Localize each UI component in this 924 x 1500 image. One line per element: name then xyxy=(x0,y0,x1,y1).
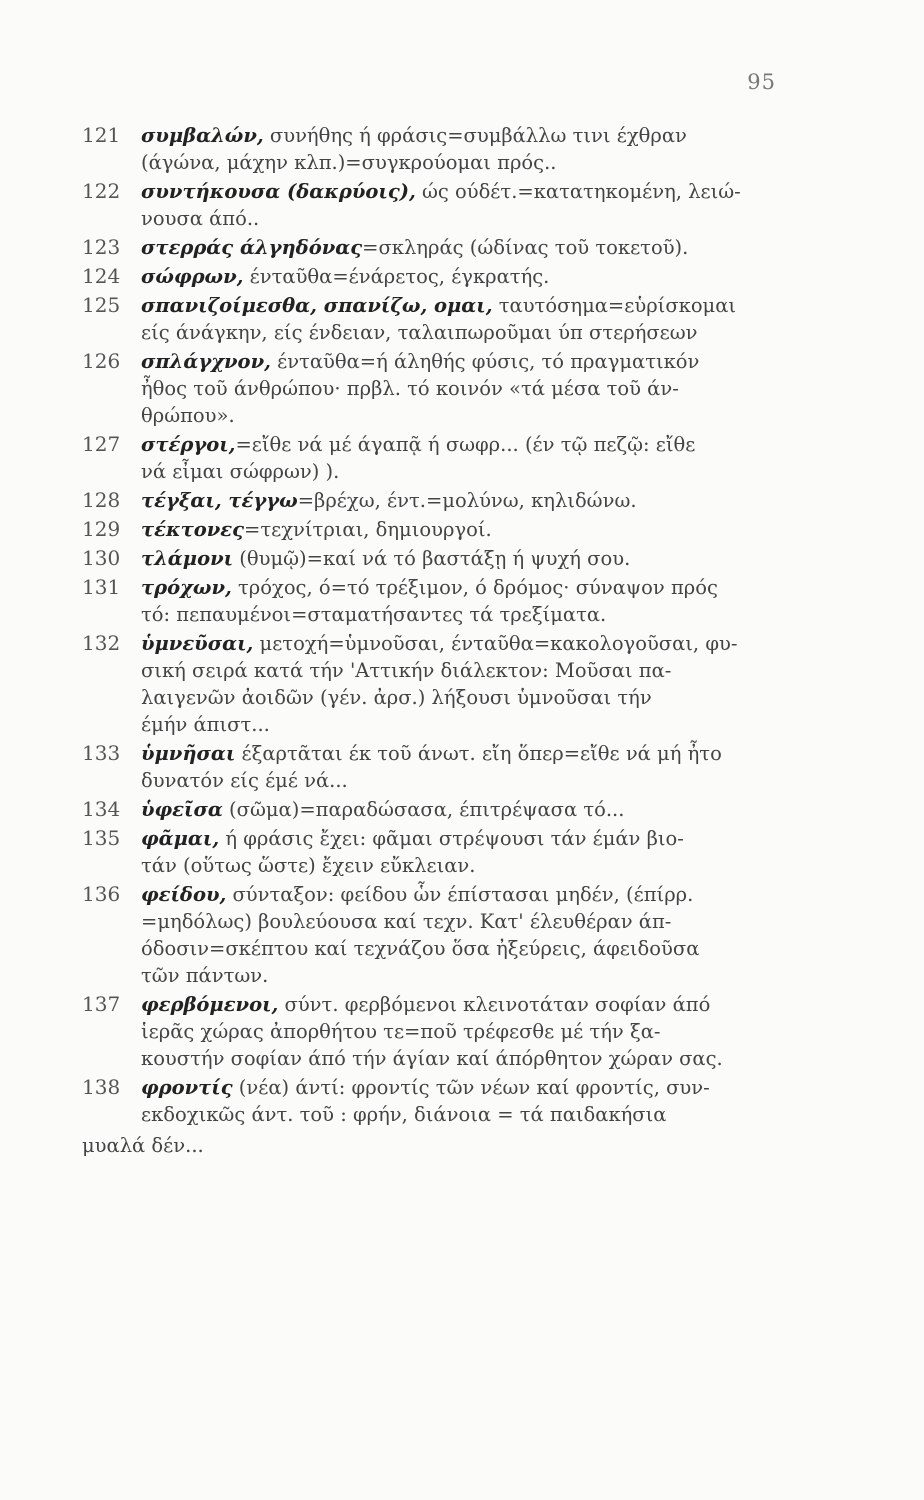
entry-number: 124 xyxy=(82,264,121,288)
glossary-entry xyxy=(82,348,802,429)
entry-continuation-line: νουσα άπό.. xyxy=(141,207,260,230)
entry-gloss: σύντ. φερβόμενοι κλεινοτάταν σοφίαν άπό xyxy=(278,993,711,1016)
entry-number: 122 xyxy=(82,179,121,203)
entry-number: 129 xyxy=(82,517,121,541)
entry-number: 131 xyxy=(82,575,121,599)
entry-number: 126 xyxy=(82,349,121,373)
entry-gloss: ή φράσις ἔχει: φᾶμαι στρέψουσι τάν έμάν βιο- xyxy=(219,827,684,850)
entry-continuation-line: έμήν άπιστ... xyxy=(141,713,270,736)
entry-continuation-line: τῶν πάντων. xyxy=(141,964,269,987)
entry-continuation-line: είς άνάγκην, είς ένδειαν, ταλαιπωροῦμαι ύπ στερήσεων xyxy=(141,321,698,344)
entry-number: 123 xyxy=(82,235,121,259)
entry-lemma: τέκτονες xyxy=(141,518,244,541)
glossary-entry xyxy=(82,574,802,628)
entry-continuation-line: =μηδόλως) βουλεύουσα καί τεχν. Κατ' έλευθέραν άπ- xyxy=(141,910,672,933)
entry-continuation-line: ἱερᾶς χώρας ἀπορθήτου τε=ποῦ τρέφεσθε μέ τήν ξα- xyxy=(141,1020,661,1043)
entry-continuation-line: θρώπου». xyxy=(141,404,235,427)
entry-text xyxy=(141,487,802,514)
entry-lemma: σώφρων, xyxy=(141,265,244,288)
entry-lemma: τέγξαι, τέγγω xyxy=(141,489,298,512)
glossary-entries xyxy=(82,122,802,1130)
glossary-entry xyxy=(82,263,802,290)
entry-text xyxy=(141,574,802,628)
entry-gloss: τρόχος, ό=τό τρέξιμον, ό δρόμος· σύναψον πρός xyxy=(231,576,718,599)
page-number: 95 xyxy=(747,70,776,94)
entry-gloss: σύνταξον: φείδου ὧν έπίστασαι μηδέν, (έπίρρ. xyxy=(226,883,694,906)
entry-gloss: έξαρτᾶται έκ τοῦ άνωτ. εἴη ὅπερ=εἴθε νά μή ἦτο xyxy=(235,742,722,765)
entry-continuation-line: κουστήν σοφίαν άπό τήν άγίαν καί άπόρθητον χώραν σας. xyxy=(141,1047,723,1070)
entry-text xyxy=(141,263,802,290)
glossary-entry xyxy=(82,292,802,346)
entry-text xyxy=(141,545,802,572)
entry-continuation-line: τάν (οὕτως ὥστε) ἔχειν εὔκλειαν. xyxy=(141,854,476,877)
entry-continuation-line: λαιγενῶν ἀοιδῶν (γέν. ἀρσ.) λήξουσι ὑμνοῦσαι τήν xyxy=(141,686,652,709)
glossary-entry xyxy=(82,122,802,176)
entry-continuation-line: όδοσιν=σκέπτου καί τεχνάζου ὅσα ἠξεύρεις, άφειδοῦσα xyxy=(141,937,700,960)
glossary-entry xyxy=(82,825,802,879)
entry-text xyxy=(141,1074,802,1128)
entry-text xyxy=(141,516,802,543)
entry-lemma: τλάμονι xyxy=(141,547,234,570)
entry-text xyxy=(141,122,802,176)
glossary-entry xyxy=(82,487,802,514)
entry-text xyxy=(141,630,802,738)
entry-gloss: (σῶμα)=παραδώσασα, έπιτρέψασα τό... xyxy=(222,798,625,821)
entry-lemma: τρόχων, xyxy=(141,576,232,599)
entry-number: 136 xyxy=(82,882,121,906)
entry-gloss: ένταῦθα=ή άληθής φύσις, τό πραγματικόν xyxy=(270,350,700,373)
glossary-entry xyxy=(82,796,802,823)
entry-lemma: φερβόμενοι, xyxy=(141,993,279,1016)
entry-number: 127 xyxy=(82,432,121,456)
entry-continuation-line: δυνατόν είς έμέ νά... xyxy=(141,769,348,792)
entry-text xyxy=(141,825,802,879)
entry-continuation-line: τό: πεπαυμένοι=σταματήσαντες τά τρεξίματα. xyxy=(141,603,607,626)
entry-continuation-line: (άγώνα, μάχην κλπ.)=συγκρούομαι πρός.. xyxy=(141,151,557,174)
entry-text xyxy=(141,431,802,485)
entry-gloss: ένταῦθα=ένάρετος, έγκρατής. xyxy=(243,265,550,288)
entry-gloss: μετοχή=ὑμνοῦσαι, ένταῦθα=κακολογοῦσαι, φυ- xyxy=(253,632,738,655)
entry-lemma: συμβαλών, xyxy=(141,124,264,147)
entry-number: 133 xyxy=(82,741,121,765)
entry-lemma: ὑφεῖσα xyxy=(141,798,223,821)
entry-gloss: (θυμῷ)=καί νά τό βαστάξῃ ή ψυχή σου. xyxy=(233,547,631,570)
entry-text xyxy=(141,796,802,823)
entry-lemma: συντήκουσα (δακρύοις), xyxy=(141,180,416,203)
entry-text xyxy=(141,348,802,429)
entry-lemma: φείδου, xyxy=(141,883,227,906)
glossary-entry xyxy=(82,881,802,989)
entry-number: 125 xyxy=(82,293,121,317)
entry-text xyxy=(141,991,802,1072)
entry-continuation-line: ἦθος τοῦ άνθρώπου· πρβλ. τό κοινόν «τά μέσα τοῦ άν- xyxy=(141,377,679,400)
glossary-entry xyxy=(82,1074,802,1128)
entry-number: 121 xyxy=(82,123,121,147)
glossary-entry xyxy=(82,516,802,543)
entry-text xyxy=(141,178,802,232)
glossary-entry xyxy=(82,545,802,572)
entry-lemma: σπλάγχνον, xyxy=(141,350,271,373)
entry-gloss: =εἴθε νά μέ άγαπᾷ ή σωφρ... (έν τῷ πεζῷ: εἴθε xyxy=(235,433,696,456)
entry-number: 137 xyxy=(82,992,121,1016)
entry-continuation-line: νά εἶμαι σώφρων) ). xyxy=(141,460,340,483)
glossary-entry xyxy=(82,234,802,261)
entry-continuation-line: σική σειρά κατά τήν 'Αττικήν διάλεκτον: Μοῦσαι πα- xyxy=(141,659,672,682)
entry-gloss: ταυτόσημα=εὑρίσκομαι xyxy=(492,294,737,317)
entry-continuation-line: εκδοχικῶς άντ. τοῦ : φρήν, διάνοια = τά παιδακήσια xyxy=(141,1103,667,1126)
entry-gloss: =σκληράς (ώδίνας τοῦ τοκετοῦ). xyxy=(362,236,689,259)
entry-lemma: στερράς άλγηδόνας xyxy=(141,236,363,259)
entry-lemma: ὑμνῆσαι xyxy=(141,742,236,765)
entry-lemma: ὑμνεῦσαι, xyxy=(141,632,254,655)
entry-gloss: (νέα) άντί: φροντίς τῶν νέων καί φροντίς, συν- xyxy=(232,1076,710,1099)
entry-number: 132 xyxy=(82,631,121,655)
entry-gloss: =τεχνίτριαι, δημιουργοί. xyxy=(243,518,492,541)
entry-gloss: ώς ούδέτ.=κατατηκομένη, λειώ- xyxy=(415,180,741,203)
glossary-entry xyxy=(82,431,802,485)
entry-text xyxy=(141,292,802,346)
entry-text xyxy=(141,740,802,794)
entry-number: 128 xyxy=(82,488,121,512)
entry-lemma: φροντίς xyxy=(141,1076,233,1099)
entry-text xyxy=(141,234,802,261)
entry-gloss: =βρέχω, έντ.=μολύνω, κηλιδώνω. xyxy=(297,489,637,512)
entry-gloss: συνήθης ή φράσις=συμβάλλω τινι έχθραν xyxy=(263,124,687,147)
trailing-line: μυαλά δέν... xyxy=(82,1134,204,1157)
glossary-entry xyxy=(82,630,802,738)
entry-number: 135 xyxy=(82,826,121,850)
entry-lemma: φᾶμαι, xyxy=(141,827,220,850)
entry-number: 134 xyxy=(82,797,121,821)
entry-lemma: στέργοι, xyxy=(141,433,236,456)
entry-text xyxy=(141,881,802,989)
glossary-entry xyxy=(82,991,802,1072)
entry-number: 130 xyxy=(82,546,121,570)
entry-lemma: σπανιζοίμεσθα, σπανίζω, ομαι, xyxy=(141,294,493,317)
entry-number: 138 xyxy=(82,1075,121,1099)
glossary-entry xyxy=(82,740,802,794)
glossary-entry xyxy=(82,178,802,232)
